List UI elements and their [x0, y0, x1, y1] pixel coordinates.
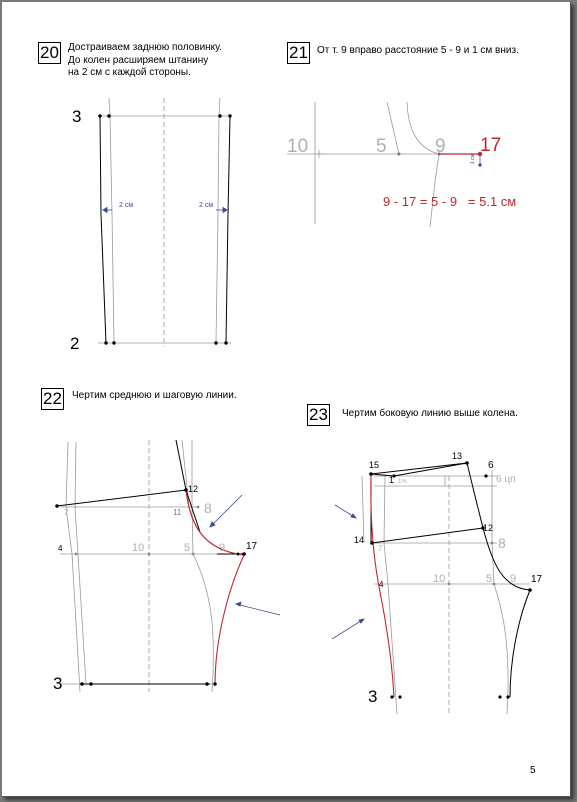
step-20-caption: Достраиваем заднюю половинку. До колен расширяем штанину на 2 см с каждой стороны. — [68, 42, 222, 78]
fig22-label-5: 5 — [184, 542, 191, 554]
fig21-label-9: 9 — [435, 136, 446, 157]
fig23-label-1pct: 1% — [398, 479, 407, 485]
step-23-number: 23 — [307, 404, 330, 426]
fig22-label-10: 10 — [132, 542, 145, 554]
fig23-label-15: 15 — [369, 460, 380, 470]
fig23-label-7: 7 — [378, 544, 383, 553]
fig23-label-13: 13 — [452, 451, 463, 461]
fig20-dim-right: 2 см — [199, 202, 214, 209]
fig20-label-2: 2 — [70, 334, 80, 353]
fig23-label-17: 17 — [531, 574, 543, 585]
fig20-dim-left: 2 см — [119, 202, 134, 209]
fig22-label-3: 3 — [53, 674, 63, 693]
fig22-label-11: 11 — [173, 508, 182, 517]
step-22-number: 22 — [41, 388, 64, 410]
fig23-label-6: 6 — [488, 460, 494, 471]
fig20-label-3: 3 — [72, 107, 82, 126]
fig23-label-14: 14 — [354, 535, 365, 545]
step-22-caption: Чертим среднюю и шаговую линии. — [72, 390, 237, 401]
step-21-caption: От т. 9 вправо расстояние 5 - 9 и 1 см вниз. — [317, 45, 519, 56]
fig21-label-10: 10 — [287, 136, 309, 157]
fig21-label-17: 17 — [480, 135, 502, 156]
step-21-number: 21 — [287, 42, 310, 64]
fig22-label-9: 9 — [219, 542, 226, 554]
fig22-label-17: 17 — [246, 541, 258, 552]
fig23-label-1: 1 — [389, 475, 395, 485]
fig22-label-8: 8 — [204, 500, 212, 516]
fig22-label-4: 4 — [58, 544, 63, 553]
fig23-label-4: 4 — [379, 580, 384, 589]
figure-23 — [2, 2, 570, 796]
fig23-label-5: 5 — [486, 573, 493, 585]
fig23-label-8: 8 — [498, 535, 506, 551]
page-number: 5 — [530, 765, 536, 776]
fig23-label-12: 12 — [483, 523, 494, 533]
fig23-label-6cp: 6 цп — [496, 474, 516, 485]
fig21-label-5: 5 — [376, 136, 387, 157]
fig22-label-12: 12 — [188, 484, 199, 494]
fig23-label-10: 10 — [433, 573, 446, 585]
fig21-dim-1cm: 1 см — [470, 153, 476, 164]
fig23-label-9: 9 — [510, 573, 517, 585]
fig22-label-7: 7 — [64, 508, 69, 517]
step-23-caption: Чертим боковую линию выше колена. — [342, 408, 518, 419]
fig23-label-3: 3 — [368, 687, 378, 706]
step-20-number: 20 — [38, 42, 61, 64]
document-page — [2, 2, 571, 797]
fig21-formula: 9 - 17 = 5 - 9 = 5.1 см — [383, 194, 517, 209]
